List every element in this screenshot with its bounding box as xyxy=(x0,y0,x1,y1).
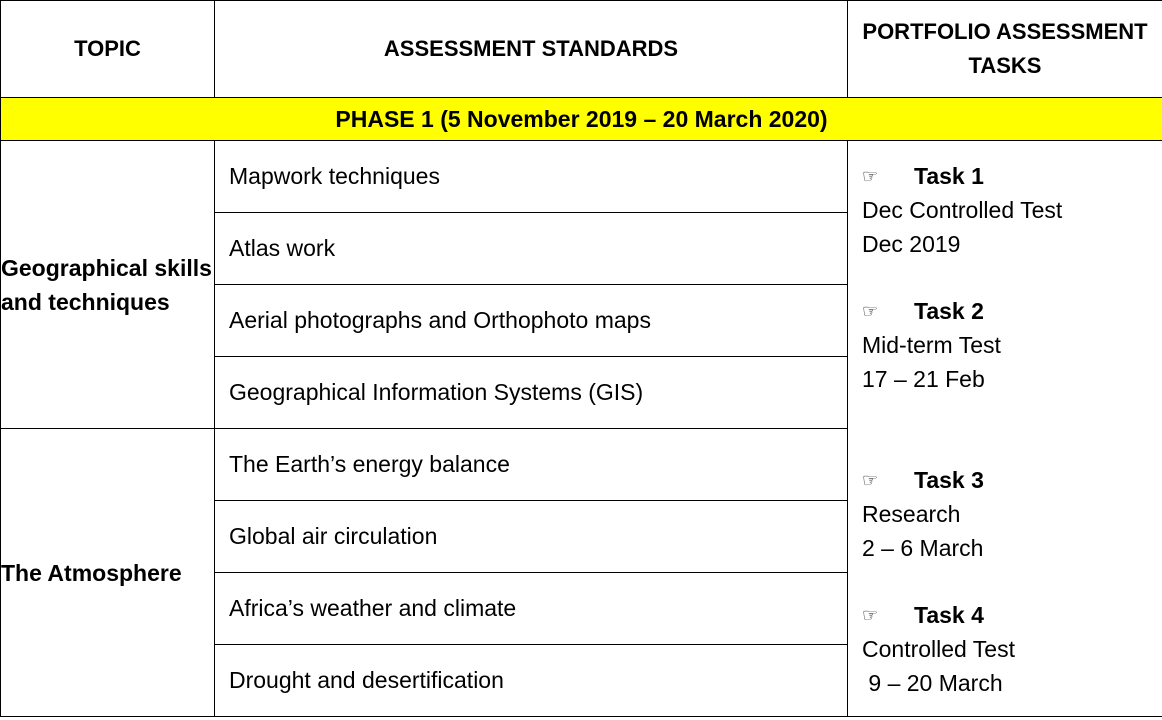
task-description: Controlled Test xyxy=(862,636,1015,662)
task-date: 9 – 20 March xyxy=(862,670,1003,696)
task-item xyxy=(862,598,1015,700)
task-description: Research xyxy=(862,501,961,527)
task-description: Mid-term Test xyxy=(862,332,1001,358)
pointing-hand-icon: ☞ xyxy=(862,470,879,490)
task-description: Dec Controlled Test xyxy=(862,197,1063,223)
task-date: Dec 2019 xyxy=(862,231,961,257)
task-title: Task 2 xyxy=(914,298,984,324)
standard-cell: Mapwork techniques xyxy=(215,141,848,213)
pointing-hand-icon: ☞ xyxy=(862,166,879,186)
task-title: Task 3 xyxy=(914,467,984,493)
header-portfolio-tasks: PORTFOLIO ASSESSMENT TASKS xyxy=(848,1,1162,98)
standard-cell: Africa’s weather and climate xyxy=(215,573,848,645)
pointing-hand-icon: ☞ xyxy=(862,301,879,321)
header-assessment-standards: ASSESSMENT STANDARDS xyxy=(215,1,848,98)
standard-cell: Atlas work xyxy=(215,213,848,285)
phase-row xyxy=(1,98,1162,141)
task-item xyxy=(862,463,984,565)
header-topic: TOPIC xyxy=(1,1,215,98)
task-title: Task 4 xyxy=(914,602,984,628)
header-row xyxy=(1,1,1162,98)
task-title: Task 1 xyxy=(914,163,984,189)
standard-cell: Global air circulation xyxy=(215,501,848,573)
task-date: 2 – 6 March xyxy=(862,535,984,561)
standard-cell: Geographical Information Systems (GIS) xyxy=(215,357,848,429)
tasks-cell xyxy=(848,141,1162,717)
standard-cell: The Earth’s energy balance xyxy=(215,429,848,501)
topic-cell: The Atmosphere xyxy=(1,429,215,717)
pointing-hand-icon: ☞ xyxy=(862,605,879,625)
task-date: 17 – 21 Feb xyxy=(862,366,985,392)
task-item xyxy=(862,159,1062,261)
table-row xyxy=(1,141,1162,213)
standard-cell: Drought and desertification xyxy=(215,645,848,717)
phase-label: PHASE 1 (5 November 2019 – 20 March 2020) xyxy=(1,98,1162,141)
standard-cell: Aerial photographs and Orthophoto maps xyxy=(215,285,848,357)
task-item xyxy=(862,294,1001,396)
topic-cell: Geographical skills and techniques xyxy=(1,141,215,429)
